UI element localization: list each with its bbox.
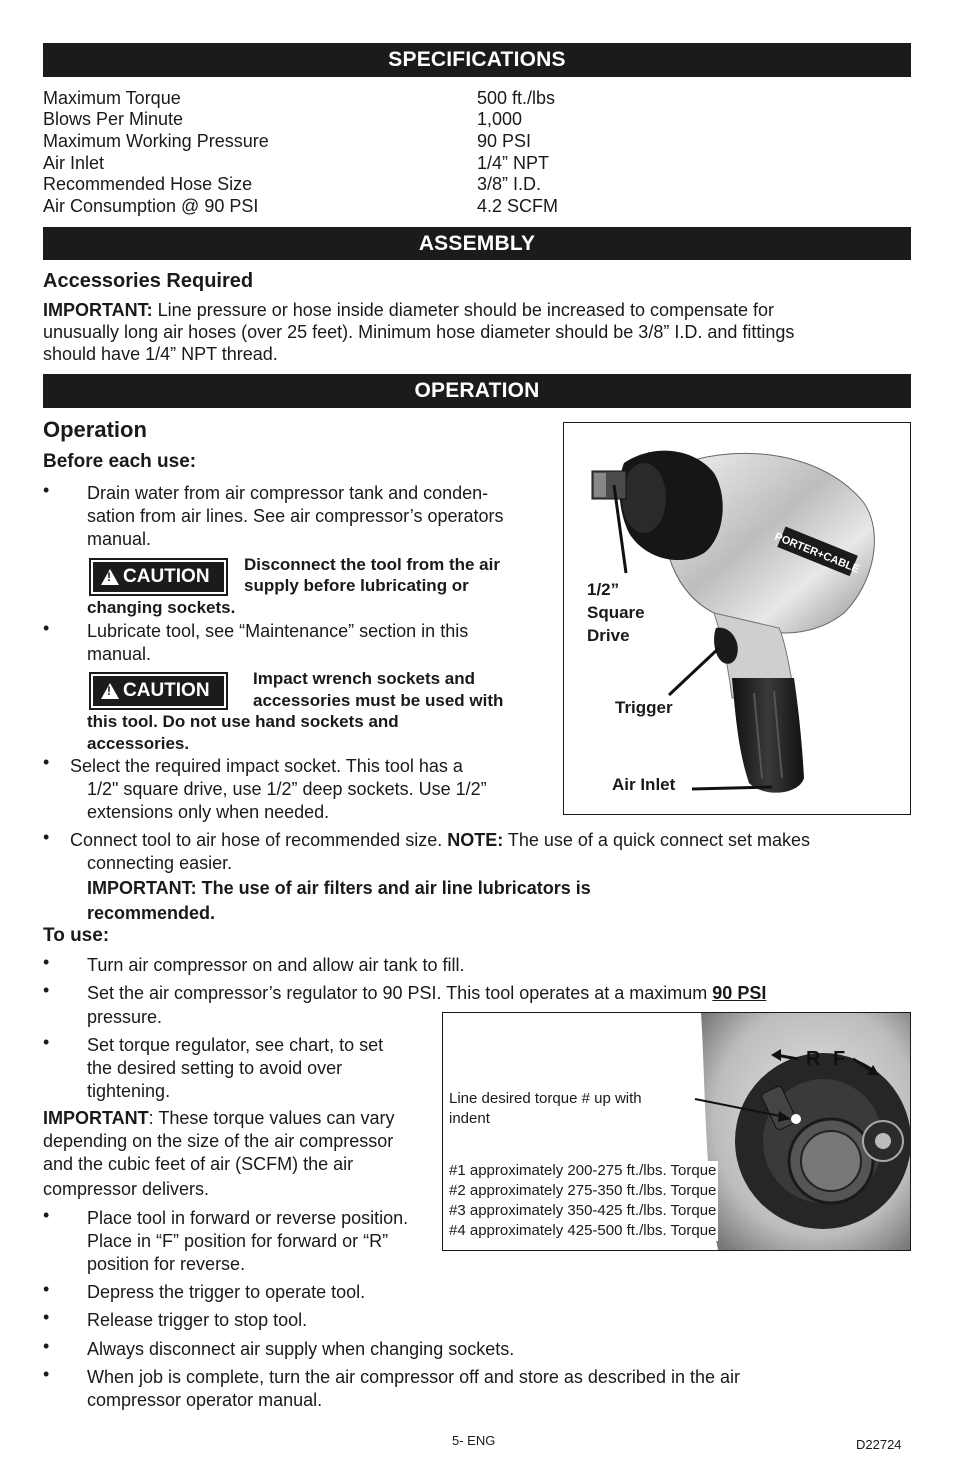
- torque-note: [449, 1089, 642, 1129]
- to-use-heading: To use:: [43, 925, 110, 946]
- bullet-text: When job is complete, turn the air compressor off and store as described in the air: [87, 1367, 740, 1387]
- assembly-heading: ASSEMBLY: [43, 227, 911, 260]
- warning-icon: [101, 569, 119, 585]
- important-note-text: : These torque values can vary: [148, 1108, 395, 1128]
- before-use-heading: Before each use:: [43, 451, 197, 472]
- torque-setting: #3 approximately 350-425 ft./lbs. Torque: [449, 1202, 717, 1219]
- caution-badge: [91, 560, 226, 594]
- torque-note-line: Line desired torque # up with: [449, 1090, 642, 1107]
- callout-line: [669, 648, 719, 695]
- bullet-text: Depress the trigger to operate tool.: [87, 1282, 366, 1302]
- assembly-text: [43, 299, 774, 321]
- specifications-heading: SPECIFICATIONS: [43, 43, 911, 77]
- bullet-text: [87, 982, 766, 1004]
- bullet-text: Drain water from air compressor tank and conden-: [87, 483, 489, 503]
- bullet-dot: •: [43, 827, 50, 847]
- caution-label: CAUTION: [123, 680, 210, 701]
- torque-setting: #4 approximately 425-500 ft./lbs. Torque: [449, 1222, 717, 1239]
- bullet-text: manual.: [87, 644, 152, 664]
- document-code: D22724: [856, 1437, 902, 1452]
- bullet-text: Place in “F” position for forward or “R”: [87, 1231, 389, 1251]
- bullet-dot: •: [43, 1336, 50, 1356]
- caution-text: changing sockets.: [87, 598, 236, 617]
- bullet-text: position for reverse.: [87, 1254, 246, 1274]
- torque-regulator-figure: [442, 1012, 911, 1251]
- bullet-dot: •: [43, 980, 50, 1000]
- bullet-text: connecting easier.: [87, 853, 233, 873]
- bullet-text: sation from air lines. See air compressor’s operators: [87, 506, 504, 526]
- impact-wrench-figure: [563, 422, 911, 815]
- important-note-text: depending on the size of the air compressor: [43, 1131, 394, 1151]
- assembly-line: unusually long air hoses (over 25 feet). Minimum hose diameter should be 3/8” I.D. and fittings: [43, 322, 795, 342]
- bullet-text: pressure.: [87, 1007, 163, 1027]
- bullet-text: manual.: [87, 529, 152, 549]
- spec-value: 3/8” I.D.: [477, 174, 542, 194]
- caution-text: supply before lubricating or: [244, 576, 469, 595]
- bullet-text-part: The use of a quick connect set makes: [503, 830, 811, 850]
- bullet-text: Place tool in forward or reverse position.: [87, 1208, 409, 1228]
- important-note-text: and the cubic feet of air (SCFM) the air: [43, 1154, 354, 1174]
- bullet-text: Turn air compressor on and allow air tank to fill.: [87, 955, 465, 975]
- brand-text: PORTER+CABLE: [772, 530, 861, 576]
- bullet-text: tightening.: [87, 1081, 171, 1101]
- bullet-text: compressor operator manual.: [87, 1390, 323, 1410]
- spec-value: 1,000: [477, 109, 523, 129]
- caution-label: CAUTION: [123, 566, 210, 587]
- drive-label-line: Square: [587, 603, 645, 622]
- warning-icon: [101, 683, 119, 699]
- bullet-dot: •: [43, 480, 50, 500]
- important-text: recommended.: [87, 903, 216, 923]
- spec-label: Maximum Working Pressure: [43, 131, 269, 151]
- bullet-text: the desired setting to avoid over: [87, 1058, 343, 1078]
- important-text: IMPORTANT: The use of air filters and air line lubricators is: [87, 878, 591, 898]
- bullet-dot: •: [43, 1279, 50, 1299]
- spec-value: 1/4” NPT: [477, 153, 550, 173]
- operation-heading: OPERATION: [43, 374, 911, 408]
- bullet-text: Lubricate tool, see “Maintenance” section in this: [87, 621, 469, 641]
- important-note: [43, 1107, 394, 1129]
- spec-label: Maximum Torque: [43, 88, 181, 108]
- bullet-dot: •: [43, 1364, 50, 1384]
- trigger-label: Trigger: [615, 698, 673, 717]
- bullet-dot: •: [43, 752, 50, 772]
- important-label: IMPORTANT: [43, 1108, 149, 1128]
- drive-label-line: Drive: [587, 626, 630, 645]
- torque-settings-list: [449, 1161, 718, 1241]
- spec-label: Blows Per Minute: [43, 109, 184, 129]
- assembly-line: Line pressure or hose inside diameter should be increased to compensate for: [152, 300, 775, 320]
- bullet-text-part: Set the air compressor’s regulator to 90 PSI. This tool operates at a maximum: [87, 983, 713, 1003]
- bullet-dot: •: [43, 1205, 50, 1225]
- caution-text: Impact wrench sockets and: [253, 669, 476, 688]
- bullet-dot: •: [43, 1032, 50, 1052]
- caution-text: accessories.: [87, 734, 190, 753]
- bullet-text: 1/2" square drive, use 1/2” deep sockets. Use 1/2”: [87, 779, 487, 799]
- bullet-text: Select the required impact socket. This tool has a: [70, 756, 463, 776]
- caution-badge: [91, 674, 226, 708]
- page-number: 5- ENG: [452, 1433, 496, 1448]
- bullet-dot: •: [43, 952, 50, 972]
- spec-label: Air Consumption @ 90 PSI: [43, 196, 259, 216]
- spec-value: 500 ft./lbs: [477, 88, 556, 108]
- air-inlet-label: Air Inlet: [612, 775, 676, 794]
- bullet-text: Release trigger to stop tool.: [87, 1310, 308, 1330]
- bullet-text-part: Connect tool to air hose of recommended size.: [70, 830, 448, 850]
- torque-setting: #1 approximately 200-275 ft./lbs. Torque: [449, 1162, 717, 1179]
- spec-label: Recommended Hose Size: [43, 174, 253, 194]
- caution-text: accessories must be used with: [253, 691, 504, 710]
- bullet-dot: •: [43, 618, 50, 638]
- caution-text: Disconnect the tool from the air: [244, 555, 500, 574]
- bullet-dot: •: [43, 1307, 50, 1327]
- drive-label: [587, 578, 645, 647]
- caution-text: this tool. Do not use hand sockets and: [87, 712, 399, 731]
- bullet-text: Always disconnect air supply when changing sockets.: [87, 1339, 515, 1359]
- callout-line: [692, 787, 772, 789]
- forward-letter: F: [833, 1048, 846, 1070]
- psi-emphasis: 90 PSI: [712, 983, 767, 1003]
- important-note-text: compressor delivers.: [43, 1179, 210, 1199]
- drive-label-line: 1/2”: [587, 580, 620, 599]
- torque-setting: #2 approximately 275-350 ft./lbs. Torque: [449, 1182, 717, 1199]
- important-label: IMPORTANT:: [43, 300, 153, 320]
- accessories-heading: Accessories Required: [43, 270, 254, 292]
- assembly-line: should have 1/4” NPT thread.: [43, 344, 278, 364]
- reverse-letter: R: [806, 1048, 821, 1070]
- spec-value: 90 PSI: [477, 131, 532, 151]
- operation-title: Operation: [43, 417, 147, 442]
- note-label: NOTE:: [447, 830, 504, 850]
- spec-label: Air Inlet: [43, 153, 105, 173]
- bullet-text: Set torque regulator, see chart, to set: [87, 1035, 384, 1055]
- spec-value: 4.2 SCFM: [477, 196, 559, 216]
- torque-note-line: indent: [449, 1110, 490, 1127]
- bullet-text: extensions only when needed.: [87, 802, 330, 822]
- bullet-text: [70, 829, 810, 851]
